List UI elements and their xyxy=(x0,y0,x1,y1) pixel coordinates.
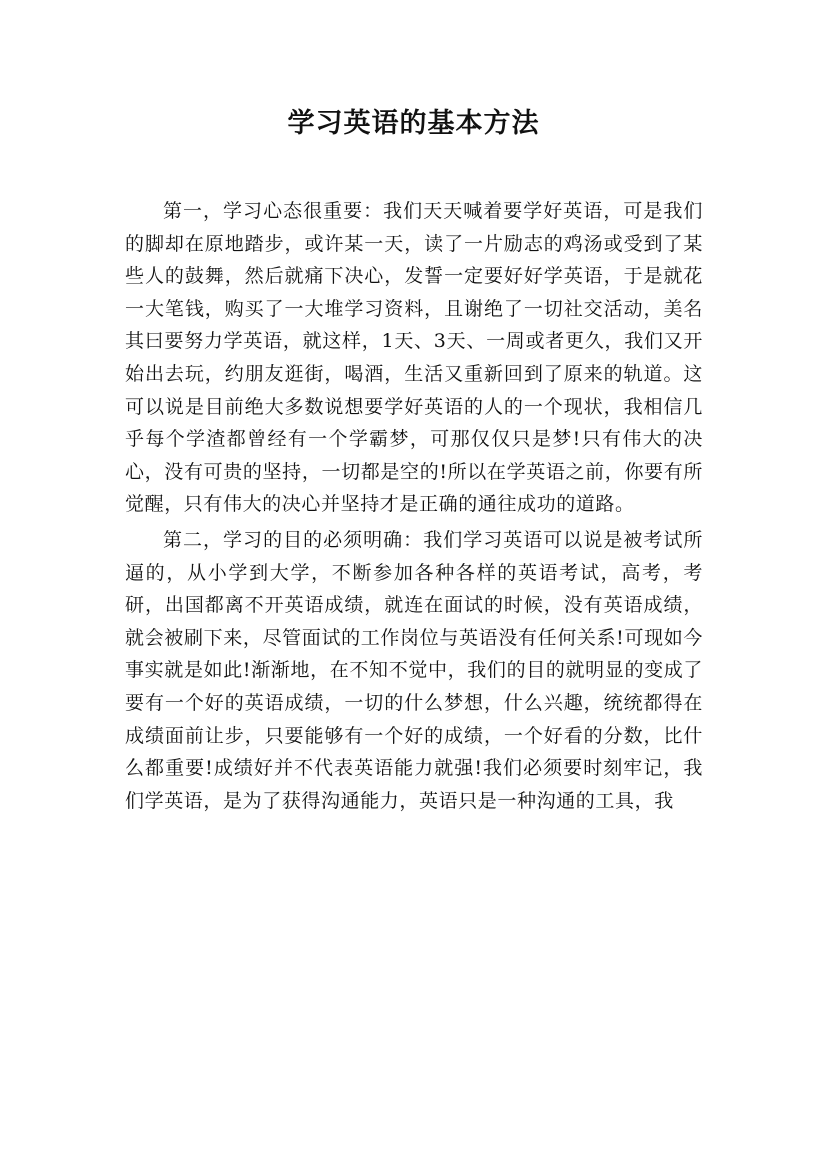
document-body xyxy=(125,195,703,820)
paragraph-2: 第二，学习的目的必须明确：我们学习英语可以说是被考试所逼的，从小学到大学，不断参加各种各样的英语考试，高考，考研，出国都离不开英语成绩，就连在面试的时候，没有英语成绩，就会被刷下来，尽管面试的工作岗位与英语没有任何关系!可现如今事实就是如此!渐渐地，在不知不觉中，我们的目的就明显的变成了要有一个好的英语成绩，一切的什么梦想，什么兴趣，统统都得在成绩面前让步，只要能够有一个好的成绩，一个好看的分数，比什么都重要!成绩好并不代表英语能力就强!我们必须要时刻牢记，我们学英语，是为了获得沟通能力，英语只是一种沟通的工具，我 xyxy=(125,528,703,812)
paragraph-1: 第一，学习心态很重要：我们天天喊着要学好英语，可是我们的脚却在原地踏步，或许某一天，读了一片励志的鸡汤或受到了某些人的鼓舞，然后就痛下决心，发誓一定要好好学英语，于是就花一大笔钱，购买了一大堆学习资料，且谢绝了一切社交活动，美名其曰要努力学英语，就这样，1天、3天、一周或者更久，我们又开始出去玩，约朋友逛街，喝酒，生活又重新回到了原来的轨道。这可以说是目前绝大多数说想要学好英语的人的一个现状，我相信几乎每个学渣都曾经有一个学霸梦，可那仅仅只是梦!只有伟大的决心，没有可贵的坚持，一切都是空的!所以在学英语之前，你要有所觉醒，只有伟大的决心并坚持才是正确的通往成功的道路。 xyxy=(125,200,703,516)
page-title: 学习英语的基本方法 xyxy=(287,108,540,139)
